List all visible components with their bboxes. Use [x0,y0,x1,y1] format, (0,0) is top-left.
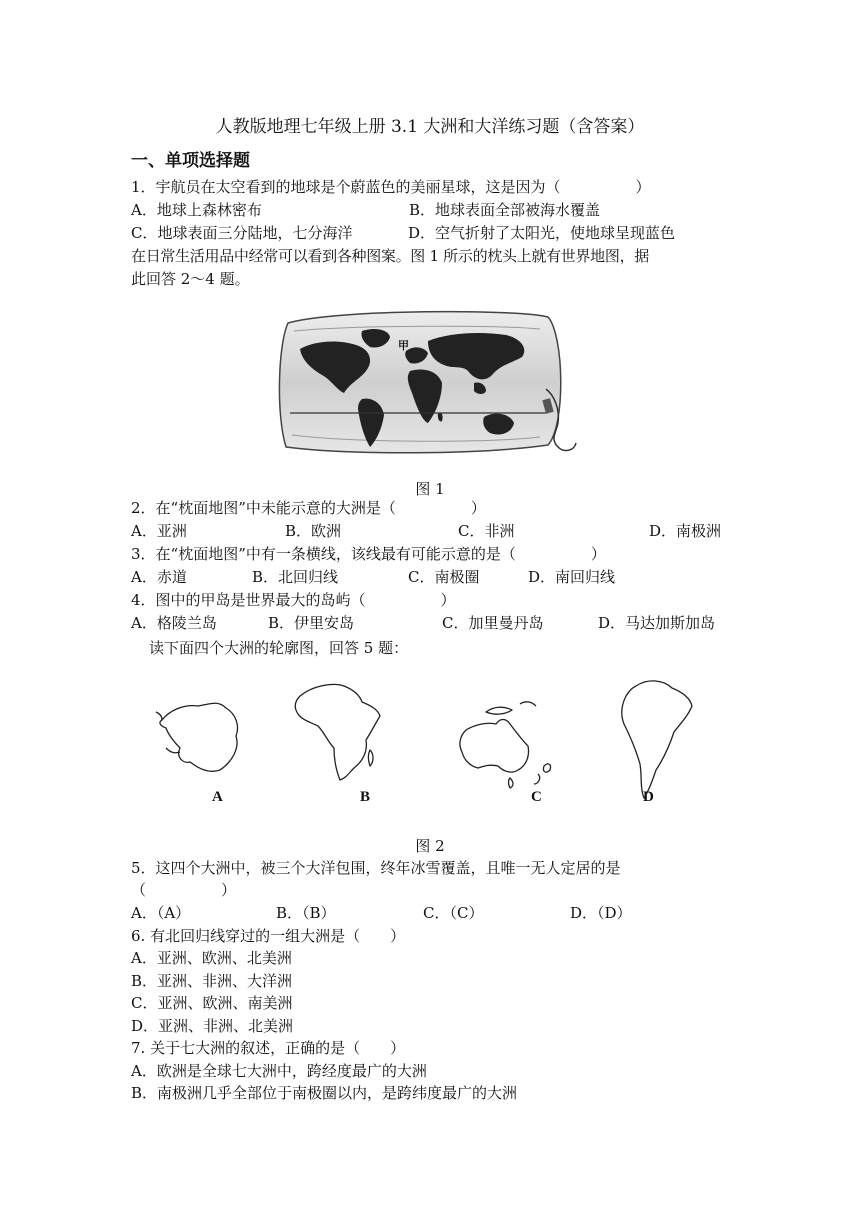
question-3-option-c: C．南极圈 [408,568,480,586]
intro-questions-2-4-line2: 此回答 2～4 题。 [131,270,250,288]
question-1-option-c: C．地球表面三分陆地，七分海洋 [131,224,353,242]
question-5-blank: （ ） [131,881,237,899]
question-2-stem: 2．在“枕面地图”中未能示意的大洲是（ ） [131,499,486,517]
question-4-option-d: D．马达加斯加岛 [598,614,716,632]
question-3-stem: 3．在“枕面地图”中有一条横线，该线最有可能示意的是（ ） [131,545,606,563]
question-2-option-d: D．南极洲 [649,522,722,540]
question-6-option-c: C．亚洲、欧洲、南美洲 [131,994,293,1012]
figure-2-label-b: B [360,789,371,805]
question-2-option-a: A．亚洲 [131,522,187,540]
question-5-stem: 5．这四个大洲中，被三个大洋包围，终年冰雪覆盖，且唯一无人定居的是 [131,859,621,877]
question-4-stem: 4．图中的甲岛是世界最大的岛屿（ ） [131,591,456,609]
question-4-option-c: C．加里曼丹岛 [442,614,544,632]
question-3-option-a: A．赤道 [131,568,187,586]
intro-question-5: 读下面四个大洲的轮廓图，回答 5 题： [149,639,409,657]
figure-2-label-c: C [531,789,542,805]
question-7-option-b: B．南极洲几乎全部位于南极圈以内，是跨纬度最广的大洲 [131,1084,518,1102]
question-5-option-d: D．（D） [570,904,632,922]
question-5-option-b: B．（B） [276,904,336,922]
figure-2-caption: 图 2 [415,837,445,855]
question-6-stem: 6. 有北回归线穿过的一组大洲是（ ） [131,927,406,945]
question-3-option-d: D．南回归线 [528,568,616,586]
intro-questions-2-4-line1: 在日常生活用品中经常可以看到各种图案。图 1 所示的枕头上就有世界地图，据 [131,247,649,265]
question-4-option-a: A．格陵兰岛 [131,614,217,632]
figure-2-continent-outlines [140,670,720,810]
question-5-option-c: C．（C） [423,904,484,922]
section-heading: 一、单项选择题 [131,151,250,171]
question-4-option-b: B．伊里安岛 [268,614,355,632]
question-1-option-a: A．地球上森林密布 [131,201,262,219]
question-5-option-a: A．（A） [131,904,191,922]
figure-2-label-a: A [212,789,223,805]
question-2-option-b: B．欧洲 [285,522,342,540]
question-6-option-a: A．亚洲、欧洲、北美洲 [131,949,292,967]
question-2-option-c: C．非洲 [458,522,515,540]
question-3-option-b: B．北回归线 [252,568,339,586]
question-7-stem: 7. 关于七大洲的叙述，正确的是（ ） [131,1039,406,1057]
question-1-stem: 1．宇航员在太空看到的地球是个蔚蓝色的美丽星球，这是因为（ ） [131,178,651,196]
figure-1-caption: 图 1 [415,480,445,498]
question-1-option-d: D．空气折射了太阳光，使地球呈现蓝色 [408,224,676,242]
figure-1-marker-jia: 甲 [398,339,409,352]
question-6-option-b: B．亚洲、非洲、大洋洲 [131,972,293,990]
question-7-option-a: A．欧洲是全球七大洲中，跨经度最广的大洲 [131,1062,427,1080]
figure-2-label-d: D [643,789,654,805]
figure-1-pillow-map [278,305,584,457]
question-6-option-d: D．亚洲、非洲、北美洲 [131,1017,294,1035]
document-title: 人教版地理七年级上册 3.1 大洲和大洋练习题（含答案） [215,117,645,137]
question-1-option-b: B．地球表面全部被海水覆盖 [409,201,601,219]
